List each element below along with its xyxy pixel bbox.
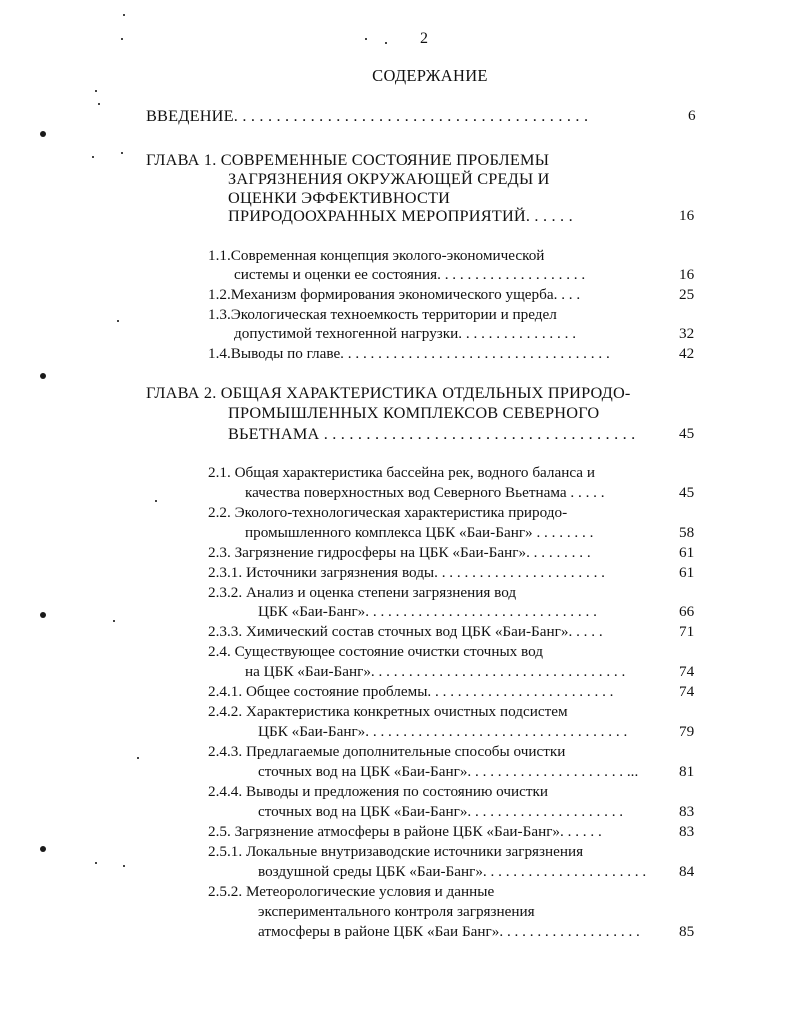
toc-entry-1-2-page: 25 <box>679 286 695 303</box>
toc-entry-1-4-page: 42 <box>679 345 695 362</box>
toc-entry-1-1-line-2: системы и оценки ее состояния. . . . . . . . . . . . . . . . . . . . <box>234 266 586 283</box>
toc-entry-2-5-2-page: 85 <box>679 923 695 940</box>
toc-entry-2-3-2-line-2: ЦБК «Баи-Банг». . . . . . . . . . . . . . . . . . . . . . . . . . . . . . . <box>258 603 597 620</box>
binder-hole-mark <box>40 373 46 379</box>
toc-chapter-2-line-2: ПРОМЫШЛЕННЫХ КОМПЛЕКСОВ СЕВЕРНОГО <box>228 403 600 422</box>
toc-entry-2-2-line-1: 2.2. Эколого-технологическая характеристика природо- <box>208 504 568 521</box>
scan-speck <box>155 500 157 502</box>
toc-entry-2-5-2-line-3: атмосферы в районе ЦБК «Баи Банг». . . . . . . . . . . . . . . . . . . <box>258 923 640 940</box>
toc-entry-1-4-line-1: 1.4.Выводы по главе. . . . . . . . . . . . . . . . . . . . . . . . . . . . . . . . . . . . <box>208 345 610 362</box>
scan-speck <box>117 320 119 322</box>
scan-speck <box>123 865 125 867</box>
toc-entry-2-3-1-line-1: 2.3.1. Источники загрязнения воды. . . . . . . . . . . . . . . . . . . . . . . <box>208 564 605 581</box>
toc-entry-2-4-line-1: 2.4. Существующее состояние очистки сточных вод <box>208 643 543 660</box>
scan-speck <box>365 38 367 40</box>
toc-entry-1-3-line-1: 1.3.Экологическая техноемкость территории и предел <box>208 306 557 323</box>
toc-entry-intro-page: 6 <box>688 107 696 124</box>
binder-hole-mark <box>40 612 46 618</box>
binder-hole-mark <box>40 131 46 137</box>
toc-chapter-1-line-4: ПРИРОДООХРАННЫХ МЕРОПРИЯТИЙ. . . . . . <box>228 206 573 225</box>
binder-hole-mark <box>40 846 46 852</box>
toc-entry-2-4-1-page: 74 <box>679 683 695 700</box>
scan-speck <box>95 862 97 864</box>
toc-entry-2-5-1-page: 84 <box>679 863 695 880</box>
toc-entry-2-3-2-page: 66 <box>679 603 695 620</box>
scan-speck <box>137 757 139 759</box>
toc-entry-2-4-3-line-1: 2.4.3. Предлагаемые дополнительные способы очистки <box>208 743 566 760</box>
toc-entry-2-3-page: 61 <box>679 544 695 561</box>
toc-chapter-1-page: 16 <box>679 207 695 224</box>
toc-chapter-2-line-1: ГЛАВА 2. ОБЩАЯ ХАРАКТЕРИСТИКА ОТДЕЛЬНЫХ ПРИРОДО- <box>146 383 631 402</box>
toc-entry-1-1-page: 16 <box>679 266 695 283</box>
toc-entry-2-3-3-page: 71 <box>679 623 695 640</box>
scan-speck <box>113 620 115 622</box>
toc-entry-2-1-page: 45 <box>679 484 695 501</box>
toc-entry-2-5-line-1: 2.5. Загрязнение атмосферы в районе ЦБК «Баи-Банг». . . . . . <box>208 823 602 840</box>
toc-entry-2-4-line-2: на ЦБК «Баи-Банг». . . . . . . . . . . . . . . . . . . . . . . . . . . . . . . . . . <box>245 663 626 680</box>
toc-entry-2-1-line-1: 2.1. Общая характеристика бассейна рек, водного баланса и <box>208 464 595 481</box>
scan-speck <box>92 156 94 158</box>
toc-entry-2-1-line-2: качества поверхностных вод Северного Вьетнама . . . . . <box>245 484 605 501</box>
toc-entry-2-4-page: 74 <box>679 663 695 680</box>
scan-speck <box>121 152 123 154</box>
toc-entry-2-4-3-line-2: сточных вод на ЦБК «Баи-Банг». . . . . . . . . . . . . . . . . . . . . ... <box>258 763 639 780</box>
toc-entry-2-5-1-line-1: 2.5.1. Локальные внутризаводские источники загрязнения <box>208 843 584 860</box>
toc-entry-1-3-line-2: допустимой техногенной нагрузки. . . . . . . . . . . . . . . . <box>234 325 577 342</box>
toc-entry-1-1-line-1: 1.1.Современная концепция эколого-экономической <box>208 247 545 264</box>
scan-speck <box>385 42 387 44</box>
toc-chapter-2-page: 45 <box>679 425 695 442</box>
toc-entry-2-4-4-line-1: 2.4.4. Выводы и предложения по состоянию очистки <box>208 783 548 800</box>
toc-entry-2-5-page: 83 <box>679 823 695 840</box>
toc-entry-2-4-3-page: 81 <box>679 763 695 780</box>
page-number: 2 <box>420 30 428 47</box>
toc-entry-2-4-2-line-1: 2.4.2. Характеристика конкретных очистных подсистем <box>208 703 568 720</box>
toc-entry-2-3-3-line-1: 2.3.3. Химический состав сточных вод ЦБК «Баи-Банг». . . . . <box>208 623 603 640</box>
toc-entry-1-2-line-1: 1.2.Механизм формирования экономического ущерба. . . . <box>208 286 581 303</box>
toc-chapter-1-line-2: ЗАГРЯЗНЕНИЯ ОКРУЖАЮЩЕЙ СРЕДЫ И <box>228 169 550 188</box>
toc-entry-2-2-line-2: промышленного комплекса ЦБК «Баи-Банг» . . . . . . . . <box>245 524 594 541</box>
toc-entry-2-5-2-line-2: экспериментального контроля загрязнения <box>258 903 535 920</box>
toc-entry-2-4-4-page: 83 <box>679 803 695 820</box>
toc-entry-2-3-2-line-1: 2.3.2. Анализ и оценка степени загрязнения вод <box>208 584 517 601</box>
scan-speck <box>123 14 125 16</box>
toc-entry-1-3-page: 32 <box>679 325 695 342</box>
toc-entry-2-5-1-line-2: воздушной среды ЦБК «Баи-Банг». . . . . . . . . . . . . . . . . . . . . . <box>258 863 647 880</box>
toc-entry-2-3-1-page: 61 <box>679 564 695 581</box>
page-title: СОДЕРЖАНИЕ <box>372 66 488 85</box>
scan-speck <box>98 103 100 105</box>
toc-entry-2-3-line-1: 2.3. Загрязнение гидросферы на ЦБК «Баи-Банг». . . . . . . . . <box>208 544 591 561</box>
toc-chapter-1-line-1: ГЛАВА 1. СОВРЕМЕННЫЕ СОСТОЯНИЕ ПРОБЛЕМЫ <box>146 150 550 169</box>
scan-speck <box>121 38 123 40</box>
toc-chapter-2-line-3: ВЬЕТНАМА . . . . . . . . . . . . . . . . . . . . . . . . . . . . . . . . . . . . . <box>228 424 636 443</box>
toc-entry-2-4-2-page: 79 <box>679 723 695 740</box>
toc-entry-intro-line-1: ВВЕДЕНИЕ. . . . . . . . . . . . . . . . . . . . . . . . . . . . . . . . . . . . . . . . . . <box>146 106 589 125</box>
toc-chapter-1-line-3: ОЦЕНКИ ЭФФЕКТИВНОСТИ <box>228 188 451 207</box>
scan-speck <box>95 90 97 92</box>
toc-entry-2-4-4-line-2: сточных вод на ЦБК «Баи-Банг». . . . . . . . . . . . . . . . . . . . . <box>258 803 624 820</box>
toc-entry-2-4-1-line-1: 2.4.1. Общее состояние проблемы. . . . . . . . . . . . . . . . . . . . . . . . . <box>208 683 614 700</box>
toc-entry-2-5-2-line-1: 2.5.2. Метеорологические условия и данные <box>208 883 495 900</box>
toc-entry-2-4-2-line-2: ЦБК «Баи-Банг». . . . . . . . . . . . . . . . . . . . . . . . . . . . . . . . . . . <box>258 723 628 740</box>
toc-entry-2-2-page: 58 <box>679 524 695 541</box>
